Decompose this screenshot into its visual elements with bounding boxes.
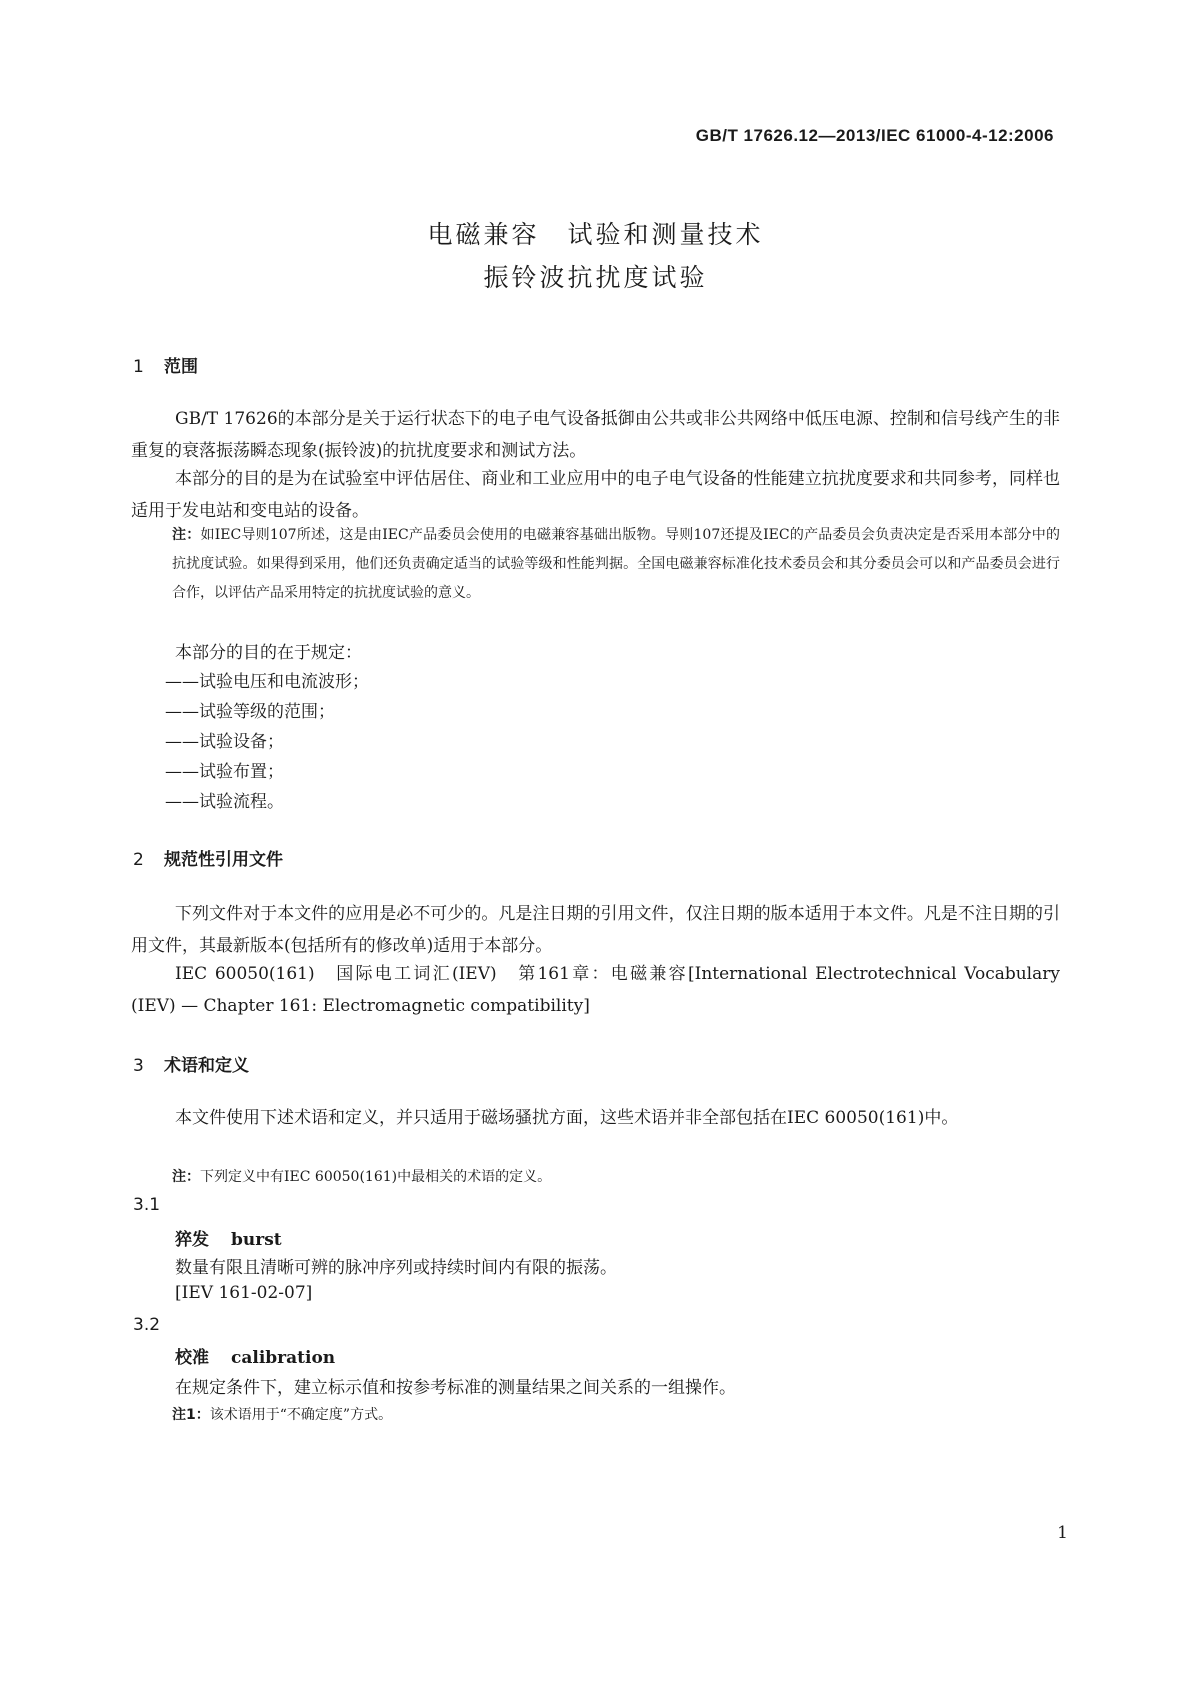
term-note (172, 1404, 392, 1424)
section-title: 规范性引用文件 (164, 850, 283, 870)
note-text: 如IEC导则107所述，这是由IEC产品委员会使用的电磁兼容基础出版物。导则107还提及IEC的产品委员会负责决定是否采用本部分中的抗扰度试验。如果得到采用，他们还负责确定适当的试验等级和性能判据。全国电磁兼容标准化技术委员会和其分委员会可以和产品委员会进行合作，以评估产品采用特定的抗扰度试验的意义。 (172, 527, 1061, 601)
note-label: 注1： (172, 1407, 210, 1423)
term-definition: 数量有限且清晰可辨的脉冲序列或持续时间内有限的振荡。 (175, 1258, 617, 1278)
section-1-note (172, 521, 1060, 608)
title-line-1: 电磁兼容 试验和测量技术 (427, 220, 764, 249)
list-item: ——试验设备； (165, 732, 284, 752)
term-heading (175, 1225, 282, 1250)
title-line-2: 振铃波抗扰度试验 (483, 263, 708, 292)
section-3-heading (133, 1051, 249, 1076)
term-heading (175, 1343, 335, 1368)
section-2-heading (133, 845, 283, 870)
section-1-paragraph-1: GB/T 17626的本部分是关于运行状态下的电子电气设备抵御由公共或非公共网络中低压电源、控制和信号线产生的非重复的衰落振荡瞬态现象(振铃波)的抗扰度要求和测试方法。 (131, 409, 1060, 461)
section-1-heading (133, 352, 198, 377)
section-number: 3 (133, 1056, 144, 1076)
section-title: 范围 (164, 357, 198, 377)
note-text: 该术语用于“不确定度”方式。 (209, 1407, 393, 1423)
section-2-paragraph-1: 下列文件对于本文件的应用是必不可少的。凡是注日期的引用文件，仅注日期的版本适用于本文件。凡是不注日期的引用文件，其最新版本(包括所有的修改单)适用于本部分。 (131, 904, 1060, 956)
section-3-note (172, 1166, 551, 1186)
section-number: 2 (133, 850, 144, 870)
section-2-paragraph-2: IEC 60050(161) 国际电工词汇(IEV) 第161章：电磁兼容[International Electrotechnical Vocabulary (IEV) — Chapter 161: Electromagnetic compatibility] (131, 964, 1060, 1016)
term-number: 3.2 (133, 1315, 161, 1335)
section-title: 术语和定义 (164, 1056, 249, 1076)
term-reference: [IEV 161-02-07] (175, 1283, 313, 1303)
note-label: 注： (172, 527, 201, 543)
standard-number: GB/T 17626.12—2013/IEC 61000-4-12:2006 (695, 126, 1054, 145)
section-number: 1 (133, 357, 144, 377)
page-number: 1 (1057, 1523, 1068, 1543)
term-english: burst (231, 1230, 282, 1250)
term-number: 3.1 (133, 1195, 161, 1215)
term-chinese: 校准 (175, 1348, 209, 1368)
term-english: calibration (231, 1348, 336, 1368)
note-text: 下列定义中有IEC 60050(161)中最相关的术语的定义。 (200, 1169, 552, 1185)
section-3-paragraph-1: 本文件使用下述术语和定义，并只适用于磁场骚扰方面，这些术语并非全部包括在IEC 60050(161)中。 (175, 1108, 959, 1128)
section-1-paragraph-2: 本部分的目的是为在试验室中评估居住、商业和工业应用中的电子电气设备的性能建立抗扰度要求和共同参考，同样也适用于发电站和变电站的设备。 (131, 469, 1060, 521)
list-item: ——试验流程。 (165, 792, 284, 812)
section-1-paragraph-3: 本部分的目的在于规定： (175, 643, 362, 663)
term-chinese: 猝发 (175, 1230, 209, 1250)
list-item: ——试验电压和电流波形； (165, 672, 369, 692)
note-label: 注： (172, 1169, 200, 1185)
list-item: ——试验布置； (165, 762, 284, 782)
list-item: ——试验等级的范围； (165, 702, 335, 722)
term-definition: 在规定条件下，建立标示值和按参考标准的测量结果之间关系的一组操作。 (175, 1378, 736, 1398)
